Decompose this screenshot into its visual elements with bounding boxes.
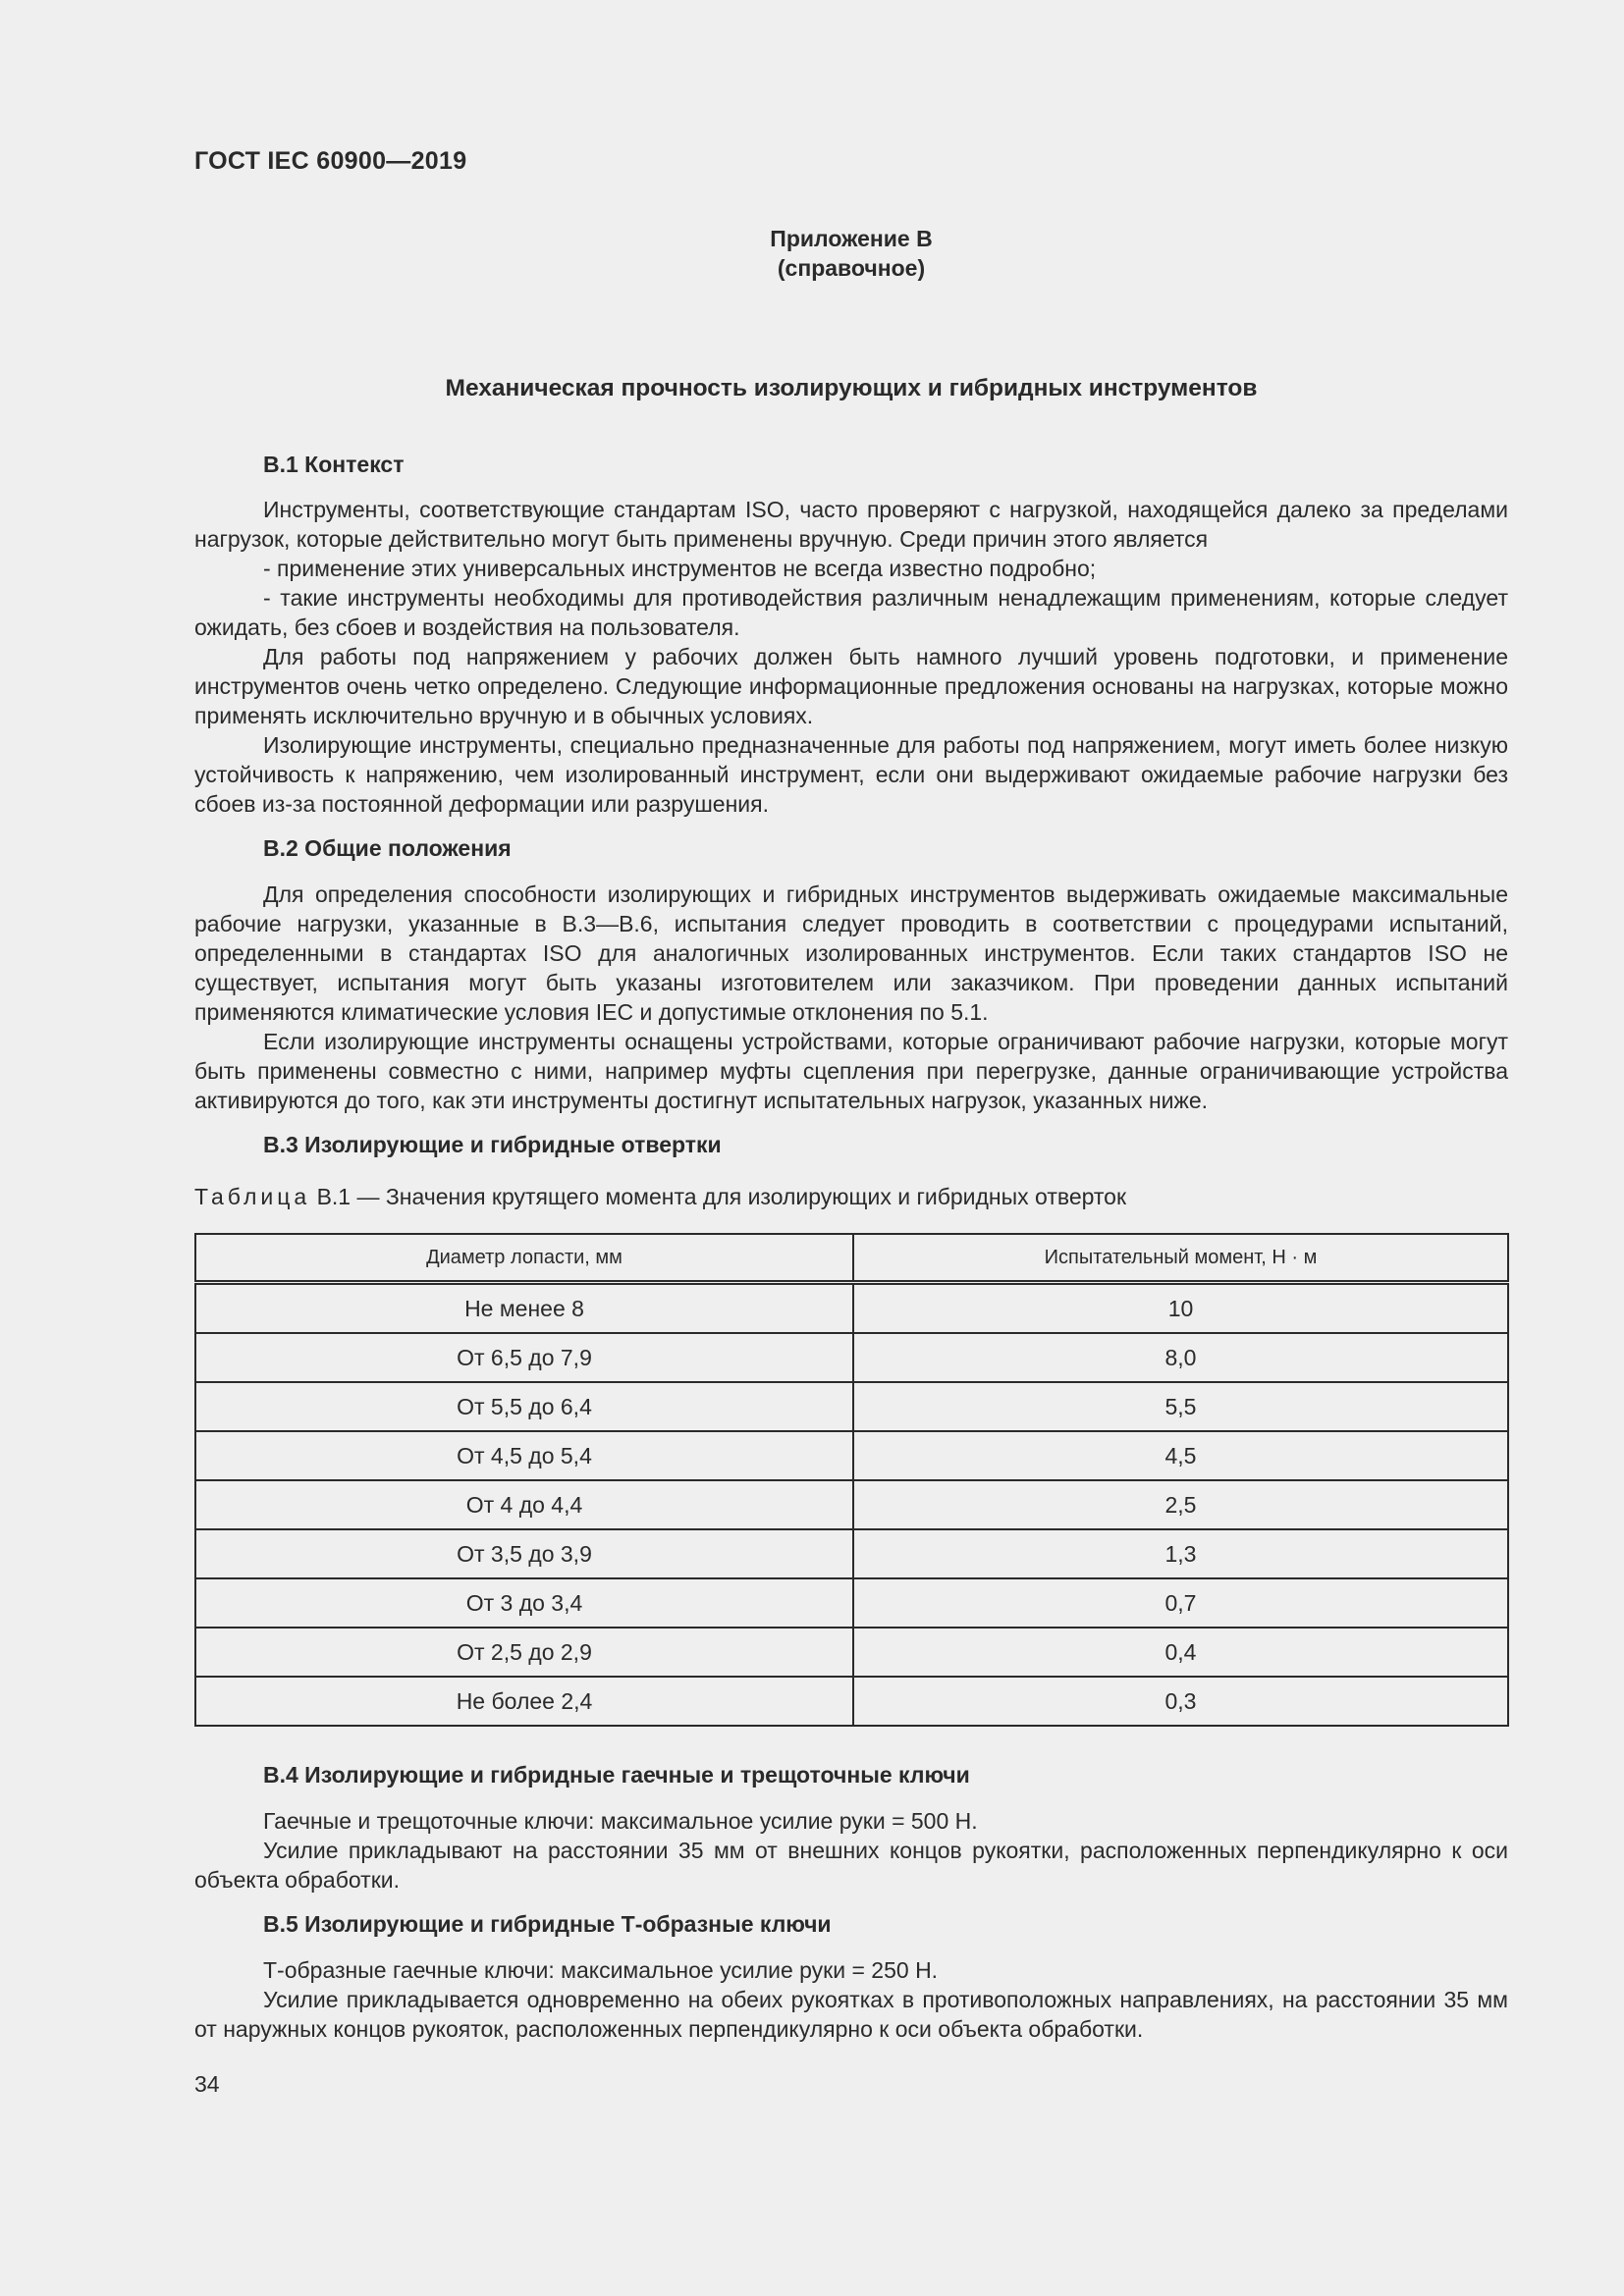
paragraph: - применение этих универсальных инструментов не всегда известно подробно; [263, 556, 1097, 581]
cell-torque: 0,7 [853, 1578, 1508, 1628]
section-b4-heading: В.4 Изолирующие и гибридные гаечные и трещоточные ключи [263, 1762, 970, 1788]
cell-diameter: От 6,5 до 7,9 [195, 1333, 853, 1382]
paragraph: Для определения способности изолирующих и гибридных инструментов выдерживать ожидаемые максимальные рабочие нагрузки, указанные в В.3—В.6, испытания следует проводить в соответствии с процедурами испытаний, определенными в стандартах ISO для аналогичных изолированных инструментов. Если таких стандартов ISO не существует, испытания могут быть указаны изготовителем или заказчиком. При проведении данных испытаний применяются климатические условия IEC и допустимые отклонения по 5.1. [194, 881, 1508, 1025]
table-caption-text: В.1 — Значения крутящего момента для изолирующих и гибридных отверток [310, 1184, 1127, 1209]
paragraph: Т-образные гаечные ключи: максимальное усилие руки = 250 Н. [263, 1957, 939, 1983]
paragraph: Усилие прикладывают на расстоянии 35 мм от внешних концов рукоятки, расположенных перпендикулярно к оси объекта обработки. [194, 1838, 1508, 1893]
column-header-diameter: Диаметр лопасти, мм [195, 1234, 853, 1283]
table-row [195, 1382, 1508, 1431]
section-b1-heading: В.1 Контекст [263, 452, 405, 477]
cell-diameter: От 3,5 до 3,9 [195, 1529, 853, 1578]
cell-torque: 2,5 [853, 1480, 1508, 1529]
cell-torque: 0,3 [853, 1677, 1508, 1726]
appendix-subtitle: (справочное) [777, 255, 926, 281]
table-row [195, 1480, 1508, 1529]
section-b2-heading: В.2 Общие положения [263, 835, 512, 861]
table-row [195, 1333, 1508, 1382]
cell-diameter: Не менее 8 [195, 1283, 853, 1334]
cell-diameter: От 5,5 до 6,4 [195, 1382, 853, 1431]
cell-diameter: Не более 2,4 [195, 1677, 853, 1726]
paragraph: Инструменты, соответствующие стандартам ISO, часто проверяют с нагрузкой, находящейся далеко за пределами нагрузок, которые действительно могут быть применены вручную. Среди причин этого является [194, 497, 1508, 552]
table-header-row [195, 1234, 1508, 1283]
table-row [195, 1529, 1508, 1578]
section-b2-body [194, 880, 1508, 1115]
table-row [195, 1283, 1508, 1334]
cell-torque: 4,5 [853, 1431, 1508, 1480]
paragraph: Для работы под напряжением у рабочих должен быть намного лучший уровень подготовки, и применение инструментов очень четко определено. Следующие информационные предложения основаны на нагрузках, которые можно применять исключительно вручную и в обычных условиях. [194, 644, 1508, 728]
column-header-torque: Испытательный момент, Н · м [853, 1234, 1508, 1283]
section-b5-body [194, 1955, 1508, 2044]
section-b3-heading: В.3 Изолирующие и гибридные отвертки [263, 1132, 722, 1157]
table-row [195, 1578, 1508, 1628]
paragraph: Изолирующие инструменты, специально предназначенные для работы под напряжением, могут иметь более низкую устойчивость к напряжению, чем изолированный инструмент, если они выдерживают ожидаемые рабочие нагрузки без сбоев из-за постоянной деформации или разрушения. [194, 732, 1508, 817]
page-number: 34 [194, 2071, 220, 2097]
cell-torque: 8,0 [853, 1333, 1508, 1382]
cell-diameter: От 4 до 4,4 [195, 1480, 853, 1529]
paragraph: Если изолирующие инструменты оснащены устройствами, которые ограничивают рабочие нагрузки, которые могут быть применены совместно с ними, например муфты сцепления при перегрузке, данные ограничивающие устройства активируются до того, как эти инструменты достигнут испытательных нагрузок, указанных ниже. [194, 1029, 1508, 1113]
cell-diameter: От 3 до 3,4 [195, 1578, 853, 1628]
cell-diameter: От 2,5 до 2,9 [195, 1628, 853, 1677]
table-row [195, 1431, 1508, 1480]
appendix-heading [194, 224, 1508, 283]
paragraph: Гаечные и трещоточные ключи: максимальное усилие руки = 500 Н. [263, 1808, 978, 1834]
main-title: Механическая прочность изолирующих и гибридных инструментов [445, 375, 1258, 401]
section-b4-body [194, 1806, 1508, 1895]
table-caption-label: Таблица [194, 1184, 311, 1209]
table-row [195, 1628, 1508, 1677]
cell-torque: 1,3 [853, 1529, 1508, 1578]
cell-diameter: От 4,5 до 5,4 [195, 1431, 853, 1480]
paragraph: Усилие прикладывается одновременно на обеих рукоятках в противоположных направлениях, на расстоянии 35 мм от наружных концов рукояток, расположенных перпендикулярно к оси объекта обработки. [194, 1987, 1508, 2042]
torque-table [194, 1233, 1509, 1727]
cell-torque: 0,4 [853, 1628, 1508, 1677]
table-caption [194, 1184, 1126, 1210]
paragraph: - такие инструменты необходимы для противодействия различным ненадлежащим применениям, которые следует ожидать, без сбоев и воздействия на пользователя. [194, 585, 1508, 640]
section-b1-body [194, 495, 1508, 819]
appendix-title: Приложение В [770, 226, 933, 251]
cell-torque: 5,5 [853, 1382, 1508, 1431]
table-row [195, 1677, 1508, 1726]
document-code: ГОСТ IEC 60900—2019 [194, 147, 467, 175]
section-b5-heading: В.5 Изолирующие и гибридные Т-образные ключи [263, 1911, 832, 1937]
cell-torque: 10 [853, 1283, 1508, 1334]
